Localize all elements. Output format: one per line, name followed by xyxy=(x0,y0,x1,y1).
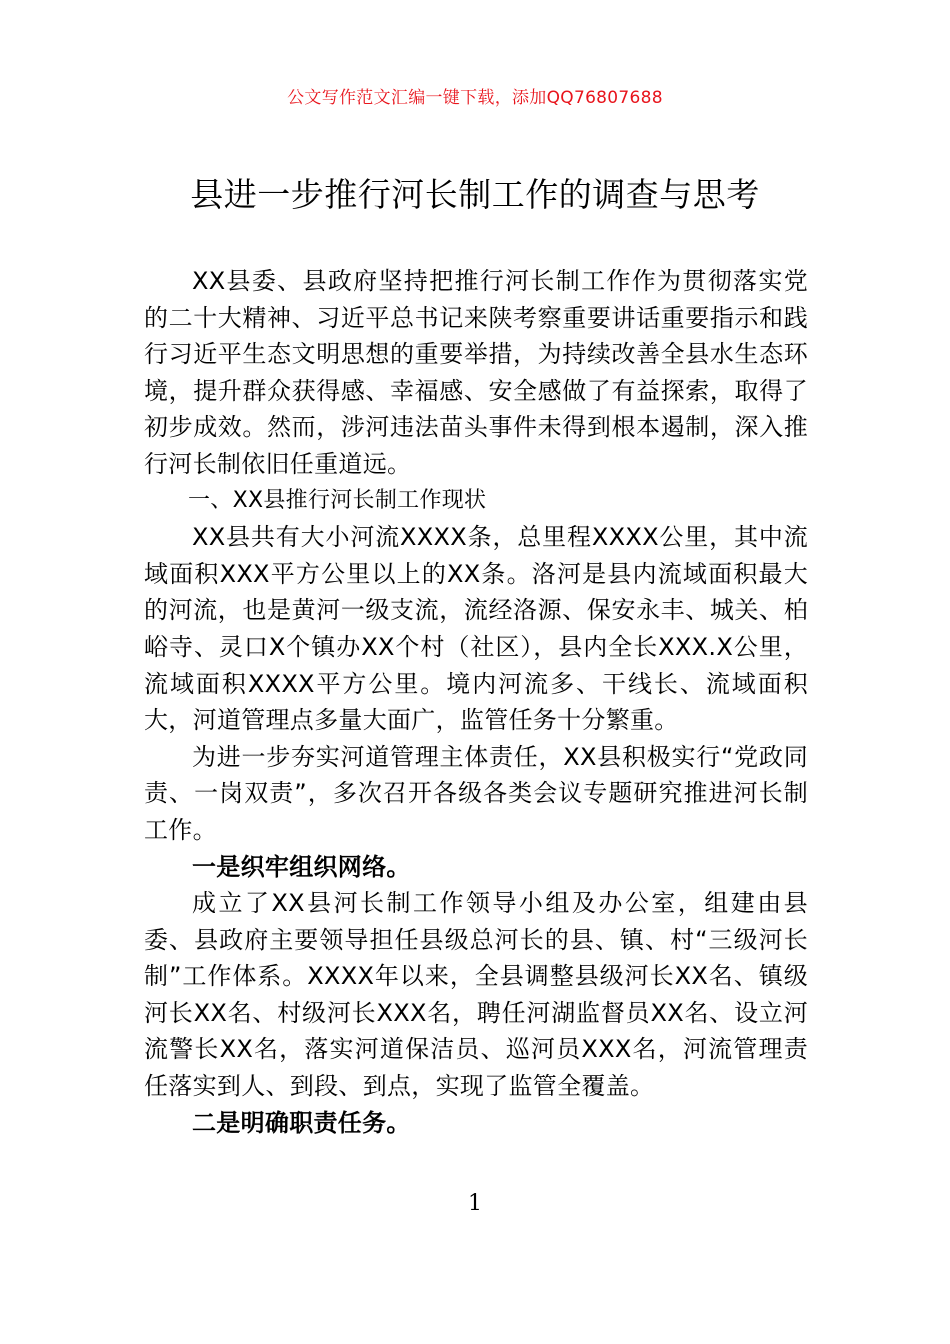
body-paragraph: XX县共有大小河流XXXX条，总里程XXXX公里，其中流域面积XXX平方公里以上的XX条。洛河是县内流域面积最大的河流，也是黄河一级支流，流经洛源、保安永丰、城关、柏峪寺、灵口X个镇办XX个村（社区），县内全长XXX.X公里，流域面积XXXX平方公里。境内河流多、干线长、流域面积大，河道管理点多量大面广，监管任务十分繁重。 xyxy=(144,523,808,735)
document-body xyxy=(144,263,808,1141)
section-heading-1: 一、XX县推行河长制工作现状 xyxy=(188,487,487,513)
bold-subheading-2: 二是明确职责任务。 xyxy=(192,1108,411,1137)
intro-paragraph: XX县委、县政府坚持把推行河长制工作作为贯彻落实党的二十大精神、习近平总书记来陕考察重要讲话重要指示和践行习近平生态文明思想的重要举措，为持续改善全县水生态环境，提升群众获得感、幸福感、安全感做了有益探索，取得了初步成效。然而，涉河违法苗头事件未得到根本遏制，深入推行河长制依旧任重道远。 xyxy=(144,267,808,478)
body-paragraph: 成立了XX县河长制工作领导小组及办公室，组建由县委、县政府主要领导担任县级总河长的县、镇、村“三级河长制”工作体系。XXXX年以来，全县调整县级河长XX名、镇级河长XX名、村级河长XXX名，聘任河湖监督员XX名、设立河流警长XX名，落实河道保洁员、巡河员XXX名，河流管理责任落实到人、到段、到点，实现了监管全覆盖。 xyxy=(144,889,808,1101)
page-number: 1 xyxy=(468,1191,482,1216)
body-paragraph: 为进一步夯实河道管理主体责任，XX县积极实行“党政同责、一岗双责”，多次召开各级各类会议专题研究推进河长制工作。 xyxy=(144,742,808,844)
download-banner[interactable]: 公文写作范文汇编一键下载，添加QQ76807688 xyxy=(287,88,663,108)
bold-subheading-1: 一是织牢组织网络。 xyxy=(192,852,411,881)
document-title: 县进一步推行河长制工作的调查与思考 xyxy=(190,175,760,214)
